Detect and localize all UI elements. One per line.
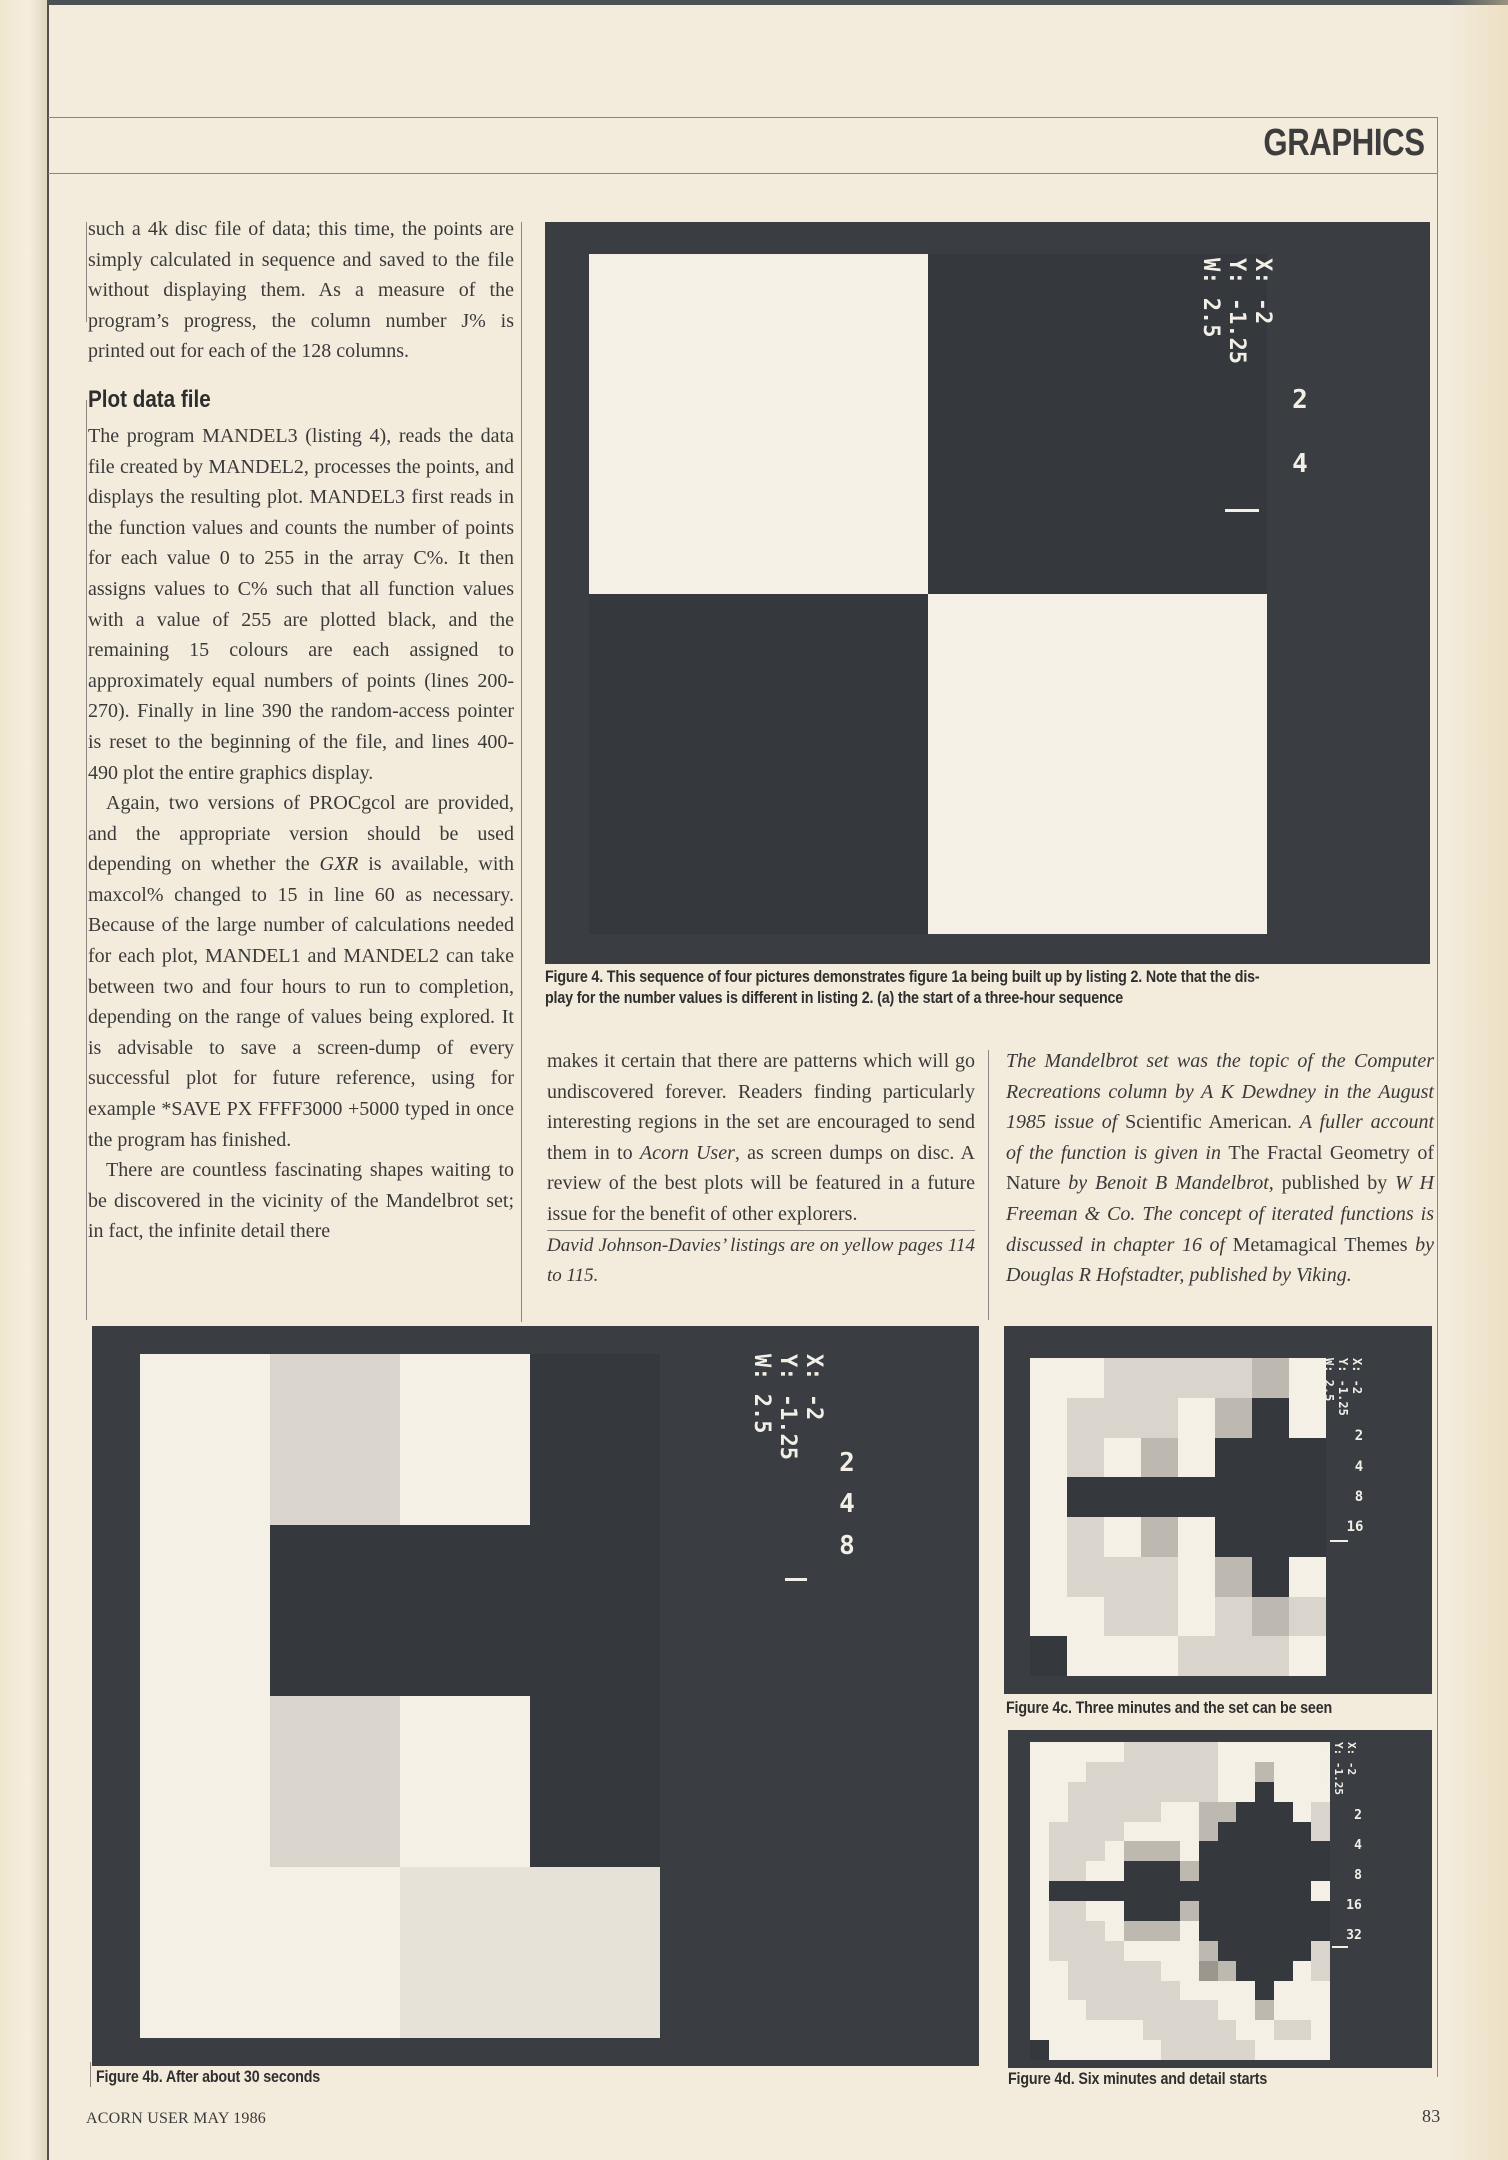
column2-para: makes it certain that there are patterns which will go undiscovered forever. Readers finding particularly interesting regions in the set are encouraged to send them in to Acorn User, as screen dumps on disc. A review of the best plots will be featured in a future issue for the benefit of other explorers. bbox=[547, 1050, 975, 1225]
listings-credit: David Johnson-Davies’ listings are on yellow pages 114 to 115. bbox=[547, 1230, 975, 1292]
column1-left-rule bbox=[86, 222, 87, 322]
section-title: GRAPHICS bbox=[1263, 122, 1425, 164]
text-cursor bbox=[1225, 509, 1259, 512]
column3-para: The Mandelbrot set was the topic of the Computer Recreations column by A K Dewdney in the August 1985 issue of Scientific American. A fuller account of the function is given in The Fractal Geometry of Nature by Benoit B Mandelbrot, published by W H Freeman & Co. The concept of iterated functions is discussed in chapter 16 of Metamagical Themes by Douglas R Hofstadter, published by Viking. bbox=[1006, 1050, 1434, 1287]
header-rule-bottom bbox=[48, 173, 1438, 174]
figure-4a-readout: X: -2 Y: -1.25 W: 2.5 2 4 bbox=[545, 222, 1430, 964]
figure-4d-caption: Figure 4d. Six minutes and detail starts bbox=[1008, 2069, 1268, 2088]
footer-magazine: ACORN USER MAY 1986 bbox=[86, 2110, 266, 2127]
subheading-plot-data-file: Plot data file bbox=[88, 385, 211, 413]
page-number: 83 bbox=[1422, 2106, 1441, 2126]
column1-para4: There are countless fascinating shapes waiting to be discovered in the vicinity of the Mandelbrot set; in fact, the infinite detail there bbox=[88, 1159, 514, 1243]
header-rule-top bbox=[48, 117, 1438, 118]
column1-left-rule-2 bbox=[86, 400, 87, 1320]
column2 bbox=[547, 1046, 975, 1292]
magazine-name: Acorn User bbox=[639, 1141, 735, 1164]
figure-4b-caption: Figure 4b. After about 30 seconds bbox=[96, 2067, 321, 2086]
right-margin-rule bbox=[1437, 117, 1438, 2077]
column1 bbox=[88, 214, 514, 1247]
figure-4c-screen bbox=[1004, 1326, 1432, 1694]
text-cursor bbox=[1332, 1946, 1348, 1948]
text-cursor bbox=[785, 1578, 807, 1581]
column3 bbox=[1006, 1046, 1434, 1291]
text-cursor bbox=[1330, 1540, 1348, 1542]
figure-4c-readout: X: -2 Y: -1.25 W: 2.5 2 4 8 16 bbox=[1004, 1326, 1432, 1694]
figure-4b-screen bbox=[92, 1326, 979, 2066]
figure-4-caption: Figure 4. This sequence of four pictures demonstrates figure 1a being built up by listing 2. Note that the dis- play for the number values is different in listing 2. (a) the start of a three-hour sequence bbox=[545, 967, 1260, 1007]
figure-4b-readout: X: -2 Y: -1.25 W: 2.5 2 4 8 bbox=[92, 1326, 979, 2066]
page-gutter bbox=[0, 0, 48, 2160]
figure-4c-caption: Figure 4c. Three minutes and the set can be seen bbox=[1006, 1698, 1333, 1717]
figure-4a-screen bbox=[545, 222, 1430, 964]
column2-right-rule bbox=[988, 1050, 989, 1320]
figure-4d-screen bbox=[1008, 1730, 1432, 2068]
scan-top-edge bbox=[0, 0, 1508, 5]
gxr-term: GXR bbox=[319, 853, 359, 876]
figure-4b-caption-rule bbox=[90, 2062, 91, 2087]
figure-4d-readout: X: -2 Y: -1.25 W: 2.5 2 4 8 16 32 bbox=[1008, 1730, 1432, 2068]
column1-para3: Again, two versions of PROCgcol are provided, and the appropriate version should be used depending on whether the GXR is available, with maxcol% changed to 15 in line 60 as necessary. Because of the large number of calculations needed for each plot, MANDEL1 and MANDEL2 can take between two and four hours to run to completion, depending on the range of values being explored. It is advisable to save a screen-dump of every successful plot for future reference, using for example *SAVE PX FFFF3000 +5000 typed in once the program has finished. bbox=[88, 792, 514, 1151]
column1-para2: The program MANDEL3 (listing 4), reads the data file created by MANDEL2, processes the points, and displays the resulting plot. MANDEL3 first reads in the function values and counts the number of points for each value 0 to 255 in the array C%. It then assigns values to C% such that all function values with a value of 255 are plotted black, and the remaining 15 colours are each assigned to approximately equal numbers of points (lines 200-270). Finally in line 390 the random-access pointer is reset to the beginning of the file, and lines 400-490 plot the entire graphics display. bbox=[88, 424, 514, 784]
column1-right-rule bbox=[521, 222, 522, 1322]
page-right-edge bbox=[1448, 0, 1508, 2160]
column1-para1: such a 4k disc file of data; this time, the points are simply calculated in sequence and saved to the file without displaying them. As a measure of the program’s progress, the column number J% is printed out for each of the 128 columns. bbox=[88, 218, 514, 363]
binding-edge bbox=[47, 0, 49, 2160]
